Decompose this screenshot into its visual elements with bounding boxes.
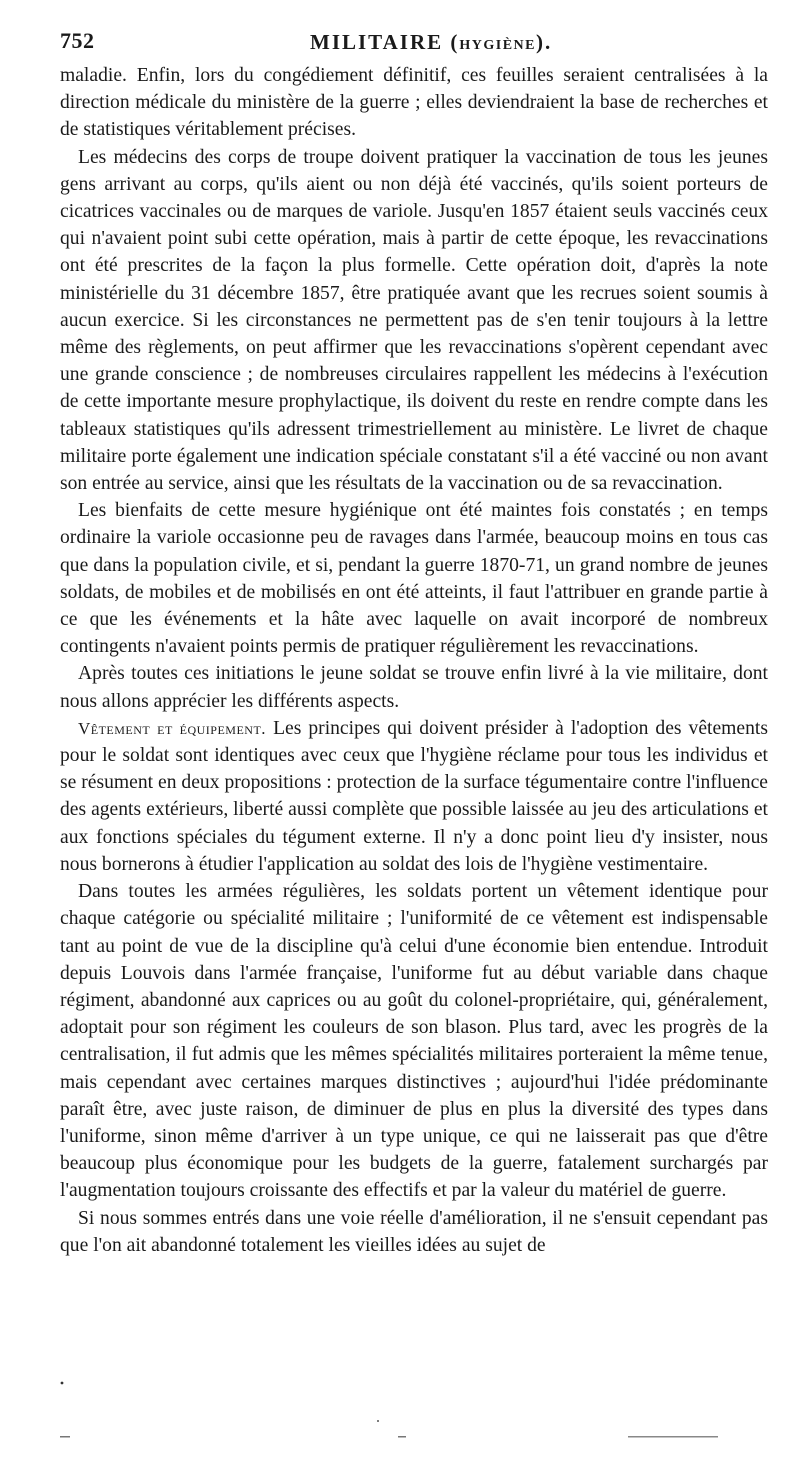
speck xyxy=(398,1436,406,1438)
speck xyxy=(60,1436,70,1438)
running-head-subject: HYGIÈNE xyxy=(459,38,536,53)
paragraph: Les bienfaits de cette mesure hygiénique ont été maintes fois constatés ; en temps ordinaire la variole occasionne peu de ravages dans l'armée, beaucoup moins en tous cas que dans la population civile, et si, pendant la guerre 1870-71, un grand nombre de jeunes soldats, de mobiles et de mobilisés en ont été atteints, il faut l'attribuer en grande partie à ce que les événements et la hâte avec laquelle on avait incorporé de nombreux contingents n'avaient points permis de pratiquer régulièrement les revaccinations. xyxy=(60,500,768,658)
paragraph: Les médecins des corps de troupe doivent pratiquer la vaccination de tous les jeunes gens arrivant au corps, qu'ils aient ou non déjà été vaccinés, qu'ils soient porteurs de cicatrices vaccinales ou de marques de variole. Jusqu'en 1857 étaient seuls vaccinés ceux qui n'avaient point subi cette opération, mais à partir de cette époque, les revaccinations ont été prescrites de la façon la plus formelle. Cette opération doit, d'après la note ministérielle du 31 décembre 1857, être pratiquée avant que les recrues soient soumis à aucun exercice. Si les circonstances ne permettent pas de s'en tenir toujours à la lettre même des règlements, on peut affirmer que les revaccinations s'opèrent cependant avec une grande conscience ; de nombreuses circulaires rappellent les médecins à l'exécution de cette importante mesure prophylactique, ils doivent du reste en rendre compte dans les tableaux statistiques qu'ils adressent trimestriellement au ministère. Le livret de chaque militaire porte également une indication spéciale constatant s'il a été vacciné ou non avant son entrée au service, ainsi que les résultats de la vaccination ou de sa revaccination. xyxy=(60,146,768,495)
page-number: 752 xyxy=(60,28,95,53)
running-head-close: ). xyxy=(536,30,553,54)
page-header xyxy=(60,24,768,62)
paragraph: maladie. Enfin, lors du congédiement définitif, ces feuilles seraient centralisées à la direction médicale du ministère de la guerre ; elles deviendraient la base de recherches et de statistiques véritablement précises. xyxy=(60,65,768,141)
speck xyxy=(61,1382,64,1385)
paragraph-text: Les principes qui doivent présider à l'adoption des vêtements pour le soldat sont identiques avec ceux que l'hygiène réclame pour tous les individus et se résument en deux propositions : protection de la surface tégumentaire contre l'influence des agents extérieurs, liberté aussi complète que possible laissée au jeu des articulations et aux fonctions spéciales du tégument externe. Il n'y a donc point lieu d'y insister, nous nous bornerons à étudier l'application au soldat des lois de l'hygiène vestimentaire. xyxy=(60,717,768,875)
paragraph: Après toutes ces initiations le jeune soldat se trouve enfin livré à la vie militaire, dont nous allons apprécier les différents aspects. xyxy=(60,663,768,712)
running-head-main: MILITAIRE ( xyxy=(310,30,460,54)
paragraph: Si nous sommes entrés dans une voie réelle d'amélioration, il ne s'ensuit cependant pas que l'on ait abandonné totalement les vieilles idées au sujet de xyxy=(60,1207,768,1256)
speck xyxy=(628,1436,718,1438)
paragraph xyxy=(60,715,768,878)
document-page xyxy=(60,24,768,1259)
body-text xyxy=(60,62,768,1259)
paragraph: Dans toutes les armées régulières, les soldats portent un vêtement identique pour chaque catégorie ou spécialité militaire ; l'uniformité de ce vêtement est indispensable tant au point de vue de la discipline qu'à celui d'une économie bien entendue. Introduit depuis Louvois dans l'armée française, l'uniforme fut au début variable dans chaque régiment, abandonné aux caprices ou au goût du colonel-propriétaire, qui, généralement, adoptait pour son régiment les couleurs de son blason. Plus tard, avec les progrès de la centralisation, il fut admis que les mêmes spécialités militaires porteraient la même tenue, mais cependant avec certaines marques distinctives ; aujourd'hui l'idée prédominante paraît être, avec juste raison, de diminuer de plus en plus la diversité des types dans l'uniforme, sinon même d'arriver à un type unique, ce qui ne laisserait pas que d'être beaucoup plus économique pour les budgets de la guerre, fatalement surchargés par l'augmentation toujours croissante des effectifs et par la valeur du matériel de guerre. xyxy=(60,881,768,1202)
section-lead: Vêtement et équipement. xyxy=(78,718,267,738)
speck xyxy=(377,1420,379,1422)
running-head xyxy=(310,30,552,55)
